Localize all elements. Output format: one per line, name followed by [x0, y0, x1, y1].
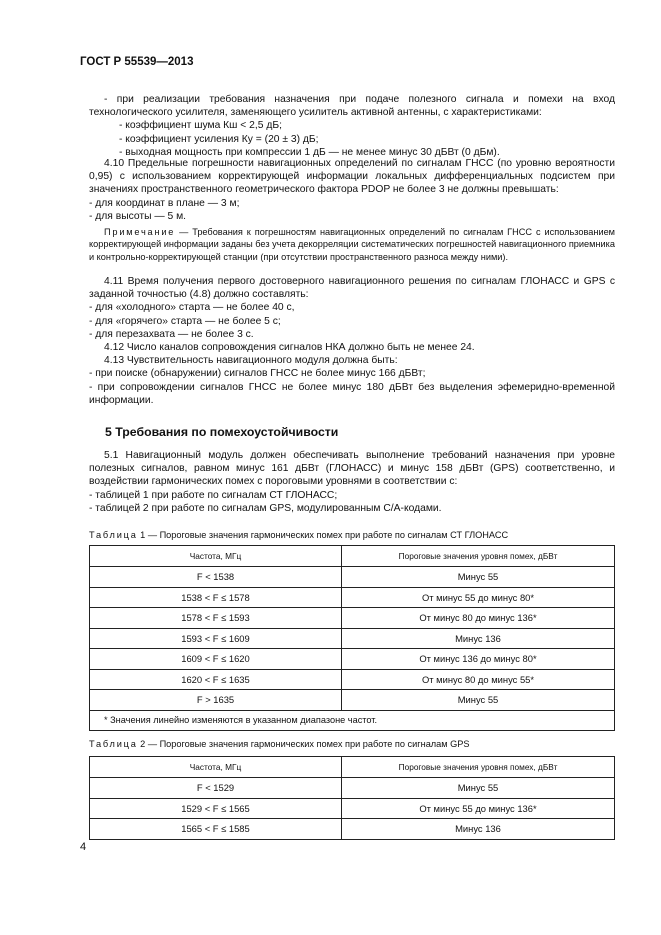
list-item: - для высоты — 5 м.	[89, 210, 187, 222]
table-cell: 1538 < F ≤ 1578	[90, 587, 342, 608]
section-title: 5 Требования по помехоустойчивости	[105, 425, 339, 439]
table-header-cell: Частота, МГц	[90, 546, 342, 567]
table-cell: F < 1529	[90, 778, 342, 799]
table-footnote: * Значения линейно изменяются в указанном диапазоне частот.	[90, 710, 615, 731]
table-cell: От минус 136 до минус 80*	[342, 649, 615, 670]
table-cell: Минус 55	[342, 690, 615, 711]
table-cell: 1593 < F ≤ 1609	[90, 628, 342, 649]
paragraph: 5.1 Навигационный модуль должен обеспечивать выполнение требований назначения при уровне полезных сигналов, равном минус 161 дБВт (ГЛОНАСС) и минус 158 дБВт (GPS) соответственно, и воздействии гармонических помех с пороговыми уровнями в соответствии с:	[89, 450, 615, 488]
table-2	[89, 756, 615, 840]
table1-caption-label: Таблица	[89, 530, 138, 540]
table-row	[90, 567, 615, 588]
table-cell: От минус 55 до минус 80*	[342, 587, 615, 608]
table1-caption-text: 1 — Пороговые значения гармонических помех при работе по сигналам СТ ГЛОНАСС	[137, 530, 509, 540]
table-row	[90, 608, 615, 629]
table-cell: Минус 55	[342, 778, 615, 799]
list-item: - для координат в плане — 3 м;	[89, 197, 240, 209]
list-item: - коэффициент шума Кш < 2,5 дБ;	[119, 120, 282, 132]
table-cell: Минус 136	[342, 628, 615, 649]
table-header-cell: Пороговые значения уровня помех, дБВт	[342, 757, 615, 778]
section-4-11-4-13	[89, 275, 615, 407]
paragraph: 4.11 Время получения первого достоверного навигационного решения по сигналам ГЛОНАСС и GPS с заданной точностью (4.8) должно составлять:	[89, 276, 615, 301]
paragraph: - при реализации требования назначения при подаче полезного сигнала и помехи на вход технологического усилителя, заменяющего усилитель активной антенны, с характеристиками:	[89, 94, 615, 119]
list-item: - для перезахвата — не более 3 с.	[89, 328, 254, 340]
table-row	[90, 669, 615, 690]
table-row	[90, 690, 615, 711]
table-row	[90, 778, 615, 799]
table-row	[90, 628, 615, 649]
list-item: - при сопровождении сигналов ГНСС не более минус 180 дБВт без выделения эфемеридно-временной информации.	[89, 381, 615, 406]
table-cell: 1565 < F ≤ 1585	[90, 819, 342, 840]
table-cell: 1609 < F ≤ 1620	[90, 649, 342, 670]
note-block	[89, 226, 615, 263]
table-row	[90, 649, 615, 670]
table-header-row	[90, 757, 615, 778]
table-row	[90, 587, 615, 608]
table-cell: 1578 < F ≤ 1593	[90, 608, 342, 629]
list-item: - коэффициент усиления Ку = (20 ± 3) дБ;	[119, 133, 319, 145]
table-cell: От минус 80 до минус 136*	[342, 608, 615, 629]
table-row	[90, 798, 615, 819]
note-text: — Требования к погрешностям навигационных определений по сигналам ГНСС с использованием корректирующей информации заданы без учета декорреляции систематических погрешностей навигационного приемника и контрольно-корректирующей станции (при отсутствии пространственного разноса между ними).	[89, 227, 615, 262]
list-item: - для «горячего» старта — не более 5 с;	[89, 315, 281, 327]
list-item: - для «холодного» старта — не более 40 с,	[89, 302, 295, 314]
table-cell: Минус 55	[342, 567, 615, 588]
table-cell: 1620 < F ≤ 1635	[90, 669, 342, 690]
table-footnote-row	[90, 710, 615, 731]
table2-caption	[89, 739, 470, 749]
table-cell: F > 1635	[90, 690, 342, 711]
section-4-9-continuation	[89, 93, 615, 159]
table-1	[89, 545, 615, 731]
table-cell: 1529 < F ≤ 1565	[90, 798, 342, 819]
table-cell: F < 1538	[90, 567, 342, 588]
section-5-1	[89, 449, 615, 515]
list-item: - таблицей 1 при работе по сигналам СТ ГЛОНАСС;	[89, 489, 338, 501]
table-header-cell: Пороговые значения уровня помех, дБВт	[342, 546, 615, 567]
table-header-row	[90, 546, 615, 567]
note-label: Примечание	[104, 227, 176, 237]
table2-caption-text: 2 — Пороговые значения гармонических помех при работе по сигналам GPS	[137, 739, 470, 749]
table1-caption	[89, 530, 508, 540]
table2-caption-label: Таблица	[89, 739, 138, 749]
table-cell: От минус 55 до минус 136*	[342, 798, 615, 819]
section-4-10	[89, 157, 615, 223]
list-item: - выходная мощность при компрессии 1 дБ — не менее минус 30 дБВт (0 дБм).	[119, 146, 500, 158]
paragraph: 4.12 Число каналов сопровождения сигналов НКА должно быть не менее 24.	[104, 342, 475, 354]
document-header: ГОСТ Р 55539—2013	[80, 56, 194, 68]
list-item: - таблицей 2 при работе по сигналам GPS, модулированным С/А-кодами.	[89, 502, 442, 514]
paragraph: 4.13 Чувствительность навигационного модуля должна быть:	[104, 355, 398, 367]
table-cell: Минус 136	[342, 819, 615, 840]
list-item: - при поиске (обнаружении) сигналов ГНСС не более минус 166 дБВт;	[89, 368, 426, 380]
page-number: 4	[80, 841, 87, 853]
table-row	[90, 819, 615, 840]
table-header-cell: Частота, МГц	[90, 757, 342, 778]
table-cell: От минус 80 до минус 55*	[342, 669, 615, 690]
paragraph: 4.10 Предельные погрешности навигационных определений по сигналам ГНСС (по уровню вероятности 0,95) с использованием корректирующей информации локальных дифференциальных подсистем при значениях пространственного геометрического фактора PDOP не более 3 не должны превышать:	[89, 158, 615, 196]
